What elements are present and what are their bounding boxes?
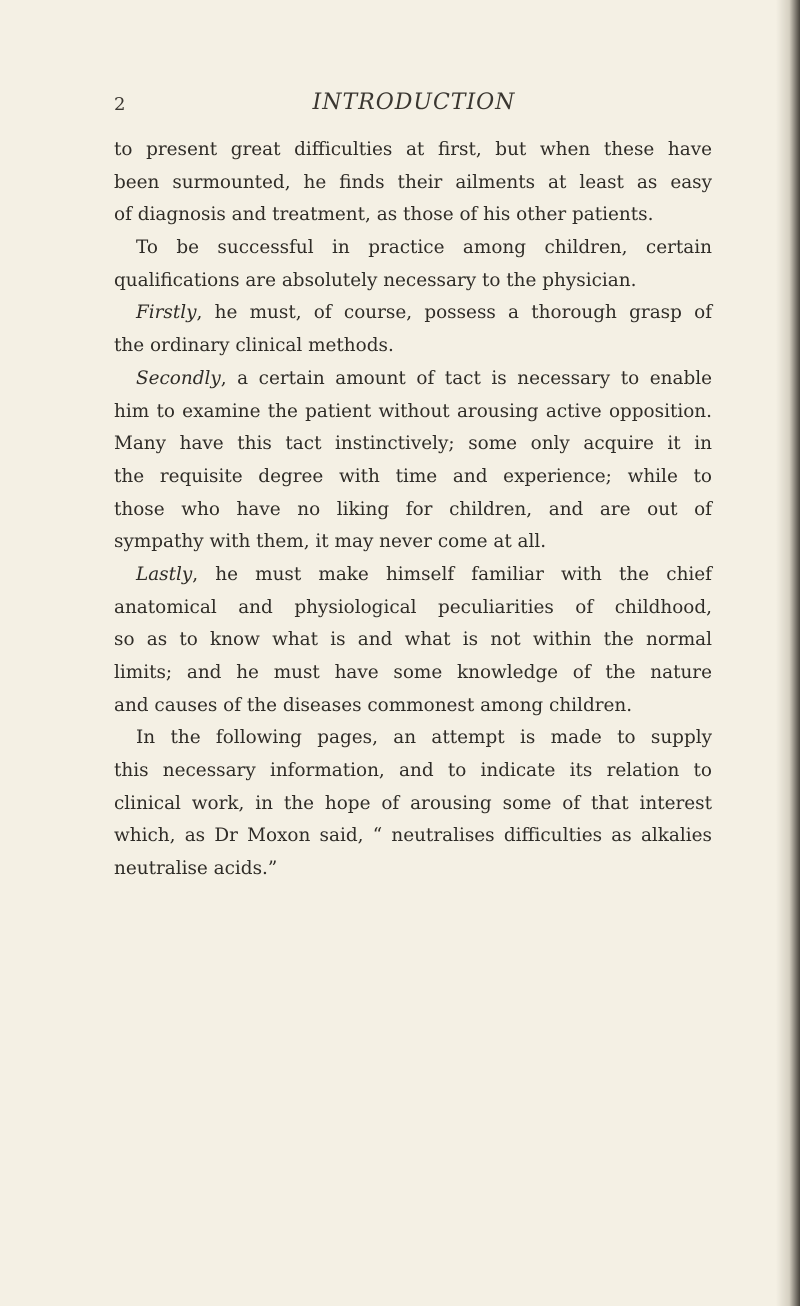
text-line: Many have this tact instinctively; some only acquire it in <box>114 433 712 455</box>
text-line: the requisite degree with time and experience; while to <box>114 465 712 487</box>
emphasis-firstly: Firstly <box>136 302 197 324</box>
text-line: of diagnosis and treatment, as those of his other patients. <box>114 204 654 226</box>
text-line: qualifications are absolutely necessary to the physician. <box>114 269 637 291</box>
body-text <box>114 134 712 886</box>
text-line-rest: , a certain amount of tact is necessary to enable <box>220 367 712 389</box>
page-number: 2 <box>114 94 126 115</box>
text-line: clinical work, in the hope of arousing some of that interest <box>114 792 712 814</box>
text-line: In the following pages, an attempt is made to supply <box>136 727 712 749</box>
text-line: limits; and he must have some knowledge of the nature <box>114 662 712 683</box>
text-line: and causes of the diseases commonest among children. <box>114 694 633 716</box>
running-title: INTRODUCTION <box>312 90 516 115</box>
text-line: him to examine the patient without arousing active opposition. <box>114 400 712 422</box>
text-line: anatomical and physiological peculiarities of childhood, <box>114 596 712 618</box>
emphasis-secondly: Secondly <box>136 367 221 389</box>
text-line-rest: , he must, of course, possess a thorough grasp of <box>196 302 712 324</box>
text-line: those who have no liking for children, and are out of <box>114 498 712 520</box>
text-line: sympathy with them, it may never come at all. <box>114 531 547 553</box>
text-line: to present great difficulties at first, but when these have <box>114 139 712 160</box>
text-line: neutralise acids.” <box>114 858 278 880</box>
text-line: this necessary information, and to indicate its relation to <box>114 760 712 782</box>
text-line-rest: , he must make himself familiar with the chief <box>192 563 712 585</box>
text-line: To be successful in practice among children, certain <box>136 237 712 259</box>
page-edge-shadow <box>776 0 800 1306</box>
page-header <box>114 90 714 120</box>
text-line <box>114 363 712 396</box>
text-line: been surmounted, he finds their ailments at least as easy <box>114 171 712 193</box>
emphasis-lastly: Lastly <box>136 563 193 585</box>
text-line: which, as Dr Moxon said, “ neutralises difficulties as alkalies <box>114 825 712 847</box>
text-line: so as to know what is and what is not within the normal <box>114 629 712 651</box>
text-line <box>114 297 712 330</box>
text-line: the ordinary clinical methods. <box>114 335 394 357</box>
text-line <box>114 559 712 592</box>
